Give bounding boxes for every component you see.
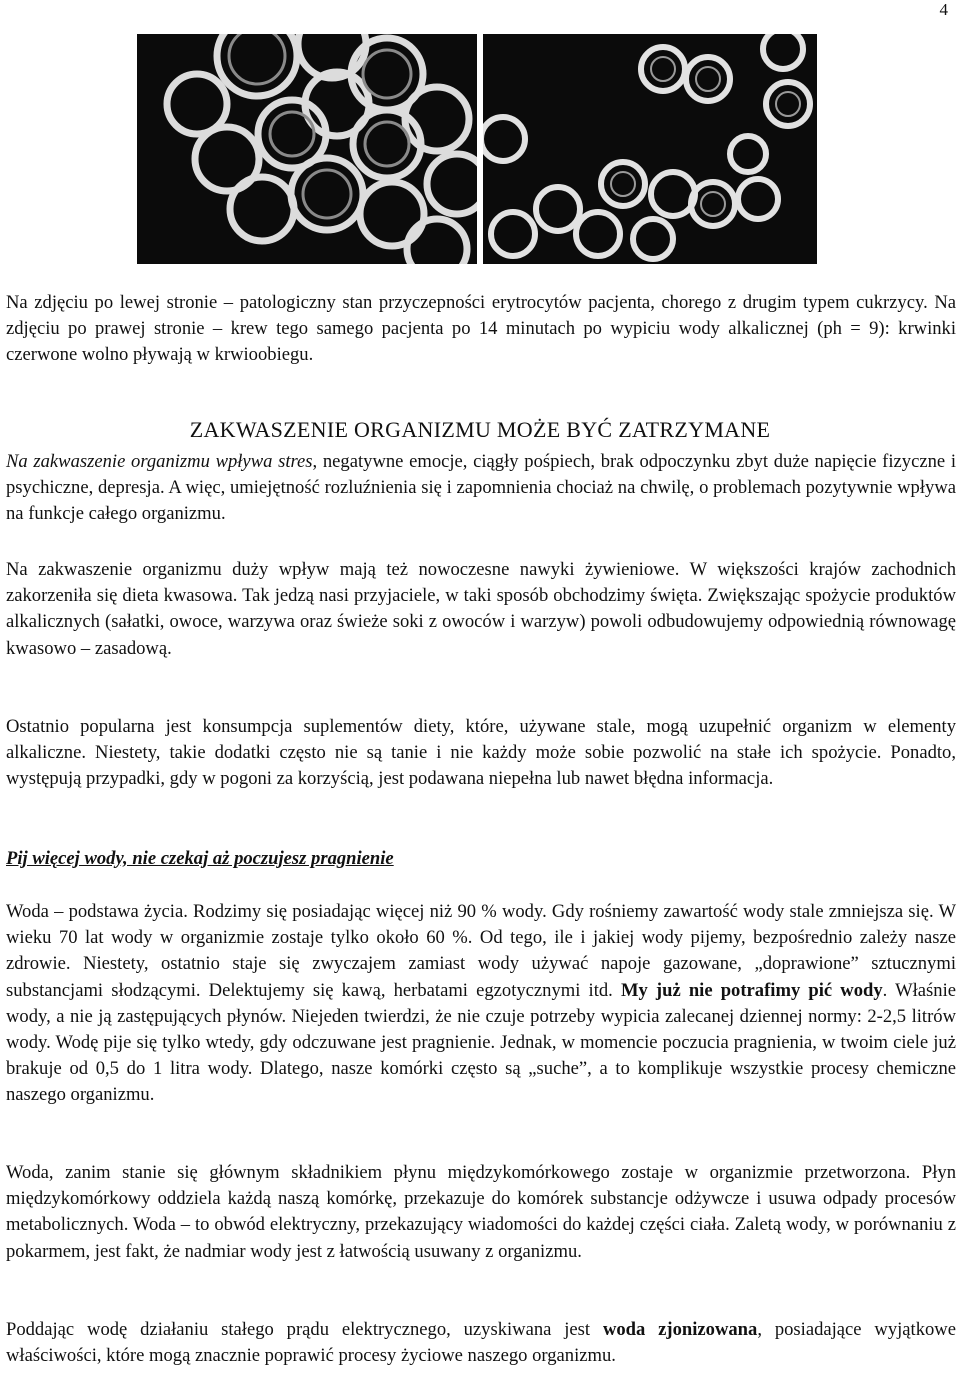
section2-paragraph3: [6, 1317, 956, 1369]
caption-paragraph: Na zdjęciu po lewej stronie – patologiczny stan przyczepności erytrocytów pacjenta, chorego z drugim typem cukrzycy. Na zdjęciu po prawej stronie – krew tego samego pacjenta po 14 minutach po wypiciu wody alkalicznej (ph = 9): krwinki czerwone wolno pływają w krwioobiegu.: [6, 292, 956, 366]
paragraph-text: , negatywne emocje, ciągły pośpiech, brak odpoczynku zbyt duże napięcie fizyczne i psychiczne, depresja. A więc, umiejętność rozluźnienia się i zapomnienia chociaż na chwilę, o problemach pozytywnie wpływa na funkcje całego organizmu.: [6, 451, 956, 525]
section1-paragraph2: [6, 557, 956, 662]
section2-paragraph1: [6, 899, 956, 1109]
section-heading: ZAKWASZENIE ORGANIZMU MOŻE BYĆ ZATRZYMANE: [189, 417, 771, 443]
page-number: 4: [939, 0, 948, 19]
paragraph-text: , posiadające wyjątkowe właściwości, które mogą znacznie poprawić procesy życiowe naszego organizmu.: [6, 1319, 956, 1367]
photo-right-free-erythrocytes: [477, 34, 817, 264]
paragraph-text: . Właśnie wody, a nie ją zastępujących płynów. Niejeden twierdzi, że nie czuje potrzeby wypicia zalecanej dziennej normy: 2-2,5 litrów wody. Wodę pije się tylko wtedy, gdy odczuwane jest pragnienie. Jednak, w momencie poczucia pragnienia, w twoim ciele już brakuje od 0,5 do 1 litra wody. Dlatego, nasze komórki często są „suche”, a to komplikuje wszystkie procesy chemiczne naszego organizmu.: [6, 979, 957, 1106]
paragraph-text: Na zakwaszenie organizmu duży wpływ mają też nowoczesne nawyki żywieniowe. W większości krajów zachodnich zakorzeniła się dieta kwasowa. Tak jedzą nasi przyjaciele, w taki sposób obchodzimy święta. Zwiększając spożycie produktów alkalicznych (sałatki, owoce, warzywa oraz świeże soki z owoców i warzyw) powoli odbudowujemy odpowiednią równowagę kwasowo – zasadową.: [6, 559, 956, 659]
section2-paragraph2: [6, 1160, 956, 1265]
free-cells-image: [483, 34, 817, 264]
paragraph-text: Woda, zanim stanie się głównym składnikiem płynu międzykomórkowego zostaje w organizmie przetworzona. Płyn międzykomórkowy oddziela każdą naszą komórkę, przekazuje do komórek substancje odżywcze i usuwa odpady procesów metabolicznych. Woda – to obwód elektryczny, przekazujący wiadomości do każdej części ciała. Zaletą wody, w porównaniu z pokarmem, jest fakt, że nadmiar wody jest z łatwością usuwany z organizmu.: [6, 1162, 956, 1262]
figure-caption: [6, 290, 956, 369]
paragraph-text: Ostatnio popularna jest konsumpcja suplementów diety, które, używane stale, mogą uzupełnić organizm w elementy alkaliczne. Niestety, takie dodatki często nie są tanie i nie każdy może sobie pozwolić na stałe ich spożycie. Ponadto, występują przypadki, gdy w pogoni za korzyścią, jest podawana niepełna lub nawet błędna informacja.: [6, 716, 956, 790]
paragraph-text: Poddając wodę działaniu stałego prądu elektrycznego, uzyskiwana jest: [6, 1319, 603, 1340]
clumped-cells-image: [137, 34, 477, 264]
section1-paragraph3: [6, 714, 956, 793]
microscope-figure: [137, 34, 817, 264]
subheading-drink-water: Pij więcej wody, nie czekaj aż poczujesz pragnienie: [6, 848, 394, 869]
bold-phrase: My już nie potrafimy pić wody: [620, 979, 883, 1001]
section1-paragraph1: [6, 449, 956, 528]
photo-left-clumped-erythrocytes: [137, 34, 477, 264]
bold-phrase: woda zjonizowana: [602, 1319, 758, 1340]
italic-lead: Na zakwaszenie organizmu wpływa stres: [6, 451, 313, 472]
paragraph-text: Woda – podstawa życia. Rodzimy się posiadając więcej niż 90 % wody. Gdy rośniemy zawartość wody stale zmniejsza się. W wieku 70 lat wody w organizmie zostaje tylko około 60 %. Od tego, ile i jakiej wody pijemy, bezpośrednio zależy nasze zdrowie. Niestety, ostatnio staje się zwyczajem zamiast wody używać napoje gazowane, „doprawione” sztucznymi substancjami słodzącymi. Delektujemy się kawą, herbatami egzotycznymi itd.: [6, 901, 956, 1001]
